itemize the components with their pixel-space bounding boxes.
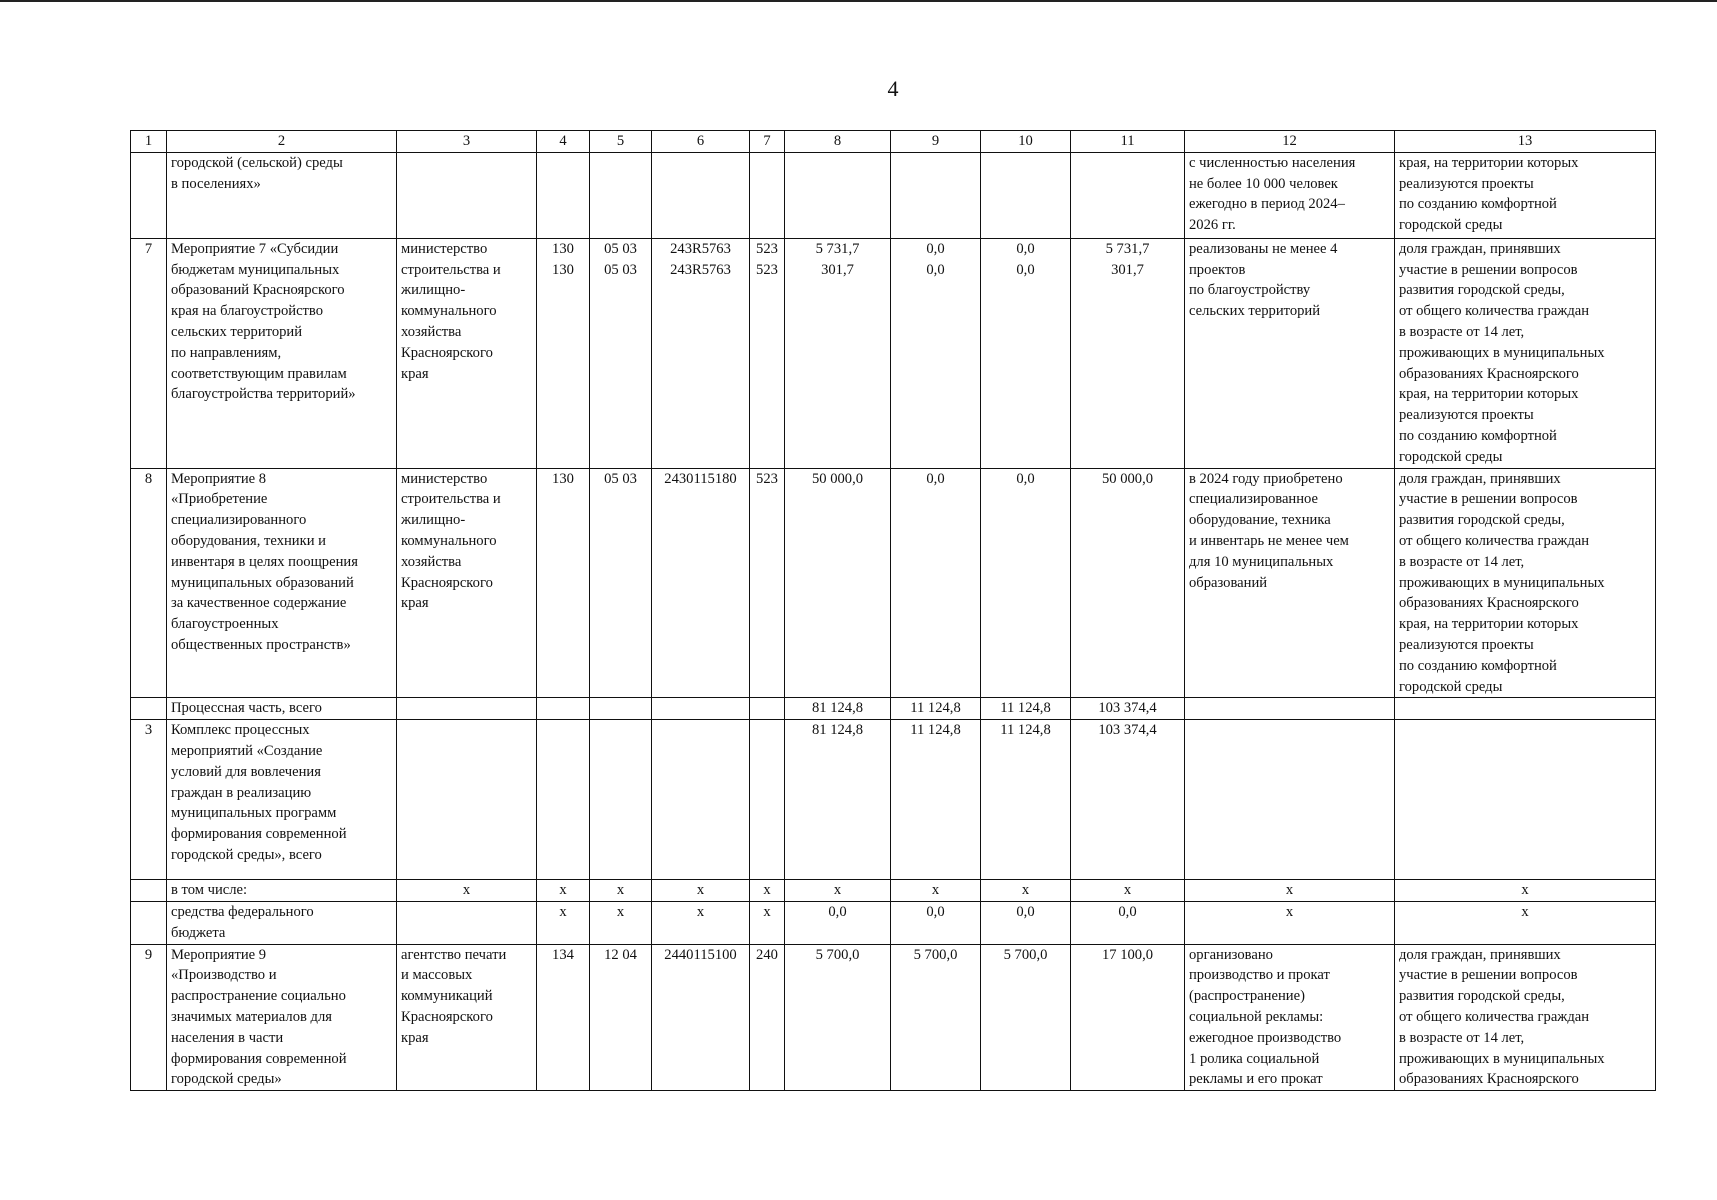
cell-value: x xyxy=(616,882,625,899)
cell-col-7 xyxy=(750,944,785,1091)
cell-col-7 xyxy=(750,152,785,238)
cell-col-4 xyxy=(537,468,590,698)
table-row-item xyxy=(131,944,1656,1091)
cell-value: 103 374,4 xyxy=(1098,722,1157,739)
cell-col-3: министерство строительства и жилищно- коммунального хозяйства Красноярского края xyxy=(397,468,537,698)
cell-col-3 xyxy=(397,720,537,880)
cell-col-4 xyxy=(537,880,590,902)
cell-col-11 xyxy=(1071,468,1185,698)
cell-col-5 xyxy=(590,698,652,720)
cell-value: x xyxy=(1123,882,1132,899)
cell-col-5 xyxy=(590,238,652,468)
cell-col-7 xyxy=(750,720,785,880)
cell-col-3 xyxy=(397,152,537,238)
cell-col-2: Мероприятие 8 «Приобретение специализированного оборудования, техники и инвентаря в целях поощрения муниципальных образований за качественное содержание благоустроенных общественных пространств» xyxy=(167,468,397,698)
budget-table xyxy=(130,130,1656,1091)
cell-value: 130 xyxy=(552,240,574,257)
cell-col-5 xyxy=(590,901,652,944)
column-number-10: 10 xyxy=(981,131,1071,153)
cell-value: 130 xyxy=(552,261,574,278)
column-number-12: 12 xyxy=(1185,131,1395,153)
cell-value: 0,0 xyxy=(926,903,945,920)
cell-col-9 xyxy=(891,238,981,468)
cell-col-8 xyxy=(785,468,891,698)
cell-col-9 xyxy=(891,880,981,902)
cell-col-2: средства федерального бюджета xyxy=(167,901,397,944)
page-number: 4 xyxy=(887,76,899,101)
cell-col-3: агентство печати и массовых коммуникаций Красноярского края xyxy=(397,944,537,1091)
cell-col-10 xyxy=(981,152,1071,238)
column-number-3: 3 xyxy=(397,131,537,153)
cell-col-1: 9 xyxy=(131,944,167,1091)
cell-value: 12 04 xyxy=(604,946,637,963)
scan-top-edge xyxy=(0,0,1717,2)
cell-col-1: 8 xyxy=(131,468,167,698)
cell-col-12 xyxy=(1185,720,1395,880)
table-row-complex xyxy=(131,720,1656,880)
cell-col-4 xyxy=(537,238,590,468)
cell-col-12: x xyxy=(1185,880,1395,902)
cell-col-3 xyxy=(397,698,537,720)
cell-col-9 xyxy=(891,698,981,720)
cell-col-2: в том числе: xyxy=(167,880,397,902)
cell-value: 130 xyxy=(552,470,574,487)
cell-value: 0,0 xyxy=(828,903,847,920)
cell-col-13 xyxy=(1395,720,1656,880)
column-number-11: 11 xyxy=(1071,131,1185,153)
cell-value: 81 124,8 xyxy=(811,722,864,739)
cell-col-5 xyxy=(590,880,652,902)
table-row-including xyxy=(131,880,1656,902)
cell-col-13: доля граждан, принявших участие в решении вопросов развития городской среды, от общего количества граждан в возрасте от 14 лет, проживающих в муниципальных образованиях Красноярского края, на территории которых реализуются проекты по созданию комфортной городской среды xyxy=(1395,238,1656,468)
cell-col-8 xyxy=(785,720,891,880)
cell-value: x xyxy=(616,903,625,920)
cell-col-3: x xyxy=(397,880,537,902)
cell-value: 0,0 xyxy=(926,261,945,278)
cell-col-6 xyxy=(652,901,750,944)
cell-col-13: доля граждан, принявших участие в решении вопросов развития городской среды, от общего количества граждан в возрасте от 14 лет, проживающих в муниципальных образованиях Красноярского xyxy=(1395,944,1656,1091)
cell-col-12 xyxy=(1185,698,1395,720)
table-row-total xyxy=(131,698,1656,720)
cell-col-8 xyxy=(785,901,891,944)
cell-col-10 xyxy=(981,698,1071,720)
cell-col-2: Комплекс процессных мероприятий «Создание условий для вовлечения граждан в реализацию муниципальных программ формирования современной городской среды», всего xyxy=(167,720,397,880)
cell-col-9 xyxy=(891,901,981,944)
cell-col-12: реализованы не менее 4 проектов по благоустройству сельских территорий xyxy=(1185,238,1395,468)
cell-value: 301,7 xyxy=(821,261,854,278)
cell-value: x xyxy=(763,903,771,920)
cell-col-10 xyxy=(981,901,1071,944)
cell-col-5 xyxy=(590,468,652,698)
cell-col-10 xyxy=(981,720,1071,880)
cell-col-7 xyxy=(750,901,785,944)
cell-col-7 xyxy=(750,468,785,698)
cell-value: 240 xyxy=(756,946,778,963)
cell-col-10 xyxy=(981,468,1071,698)
cell-value: x xyxy=(559,903,567,920)
cell-value: x xyxy=(931,882,940,899)
cell-value: 523 xyxy=(756,261,778,278)
cell-col-13 xyxy=(1395,698,1656,720)
cell-value: 05 03 xyxy=(604,261,637,278)
column-number-row xyxy=(131,131,1656,153)
cell-value: 0,0 xyxy=(1016,903,1035,920)
cell-value: 134 xyxy=(552,946,574,963)
cell-col-6 xyxy=(652,152,750,238)
cell-value: 523 xyxy=(756,240,778,257)
cell-col-1 xyxy=(131,152,167,238)
cell-col-5 xyxy=(590,152,652,238)
cell-value: 5 731,7 xyxy=(1105,240,1150,257)
cell-col-2: Мероприятие 7 «Субсидии бюджетам муниципальных образований Красноярского края на благоустройство сельских территорий по направлениям, соответствующим правилам благоустройства территорий» xyxy=(167,238,397,468)
cell-col-12: с численностью населения не более 10 000 человек ежегодно в период 2024– 2026 гг. xyxy=(1185,152,1395,238)
cell-col-8 xyxy=(785,152,891,238)
cell-col-4 xyxy=(537,720,590,880)
cell-value: x xyxy=(696,882,705,899)
cell-value: 5 700,0 xyxy=(1003,946,1048,963)
cell-col-6 xyxy=(652,880,750,902)
cell-col-2: городской (сельской) среды в поселениях» xyxy=(167,152,397,238)
cell-col-7 xyxy=(750,880,785,902)
cell-col-5 xyxy=(590,720,652,880)
cell-col-11 xyxy=(1071,152,1185,238)
cell-col-1 xyxy=(131,698,167,720)
column-number-9: 9 xyxy=(891,131,981,153)
column-number-7: 7 xyxy=(750,131,785,153)
cell-value: 0,0 xyxy=(1016,240,1035,257)
cell-col-7 xyxy=(750,238,785,468)
column-number-5: 5 xyxy=(590,131,652,153)
cell-col-11 xyxy=(1071,901,1185,944)
cell-col-11 xyxy=(1071,880,1185,902)
cell-value: 17 100,0 xyxy=(1101,946,1154,963)
cell-value: 05 03 xyxy=(604,470,637,487)
cell-col-1: 3 xyxy=(131,720,167,880)
cell-value: 103 374,4 xyxy=(1098,700,1157,717)
table-row-federal xyxy=(131,901,1656,944)
cell-col-6 xyxy=(652,468,750,698)
cell-value: 523 xyxy=(756,470,778,487)
cell-col-8 xyxy=(785,698,891,720)
cell-value: x xyxy=(1021,882,1030,899)
cell-col-4 xyxy=(537,944,590,1091)
column-number-6: 6 xyxy=(652,131,750,153)
cell-value: 301,7 xyxy=(1111,261,1144,278)
cell-col-3 xyxy=(397,901,537,944)
cell-col-1 xyxy=(131,901,167,944)
cell-col-13: края, на территории которых реализуются проекты по созданию комфортной городской среды xyxy=(1395,152,1656,238)
cell-col-4 xyxy=(537,901,590,944)
cell-value: 11 124,8 xyxy=(1000,700,1051,717)
cell-col-11 xyxy=(1071,720,1185,880)
cell-col-11 xyxy=(1071,944,1185,1091)
cell-col-10 xyxy=(981,238,1071,468)
cell-col-2: Мероприятие 9 «Производство и распространение социально значимых материалов для населения в части формирования современной городской среды» xyxy=(167,944,397,1091)
cell-col-4 xyxy=(537,698,590,720)
cell-value: 0,0 xyxy=(926,470,945,487)
cell-value: 11 124,8 xyxy=(910,722,961,739)
column-number-2: 2 xyxy=(167,131,397,153)
cell-col-13: x xyxy=(1395,901,1656,944)
cell-col-8 xyxy=(785,944,891,1091)
cell-col-10 xyxy=(981,880,1071,902)
cell-col-5 xyxy=(590,944,652,1091)
column-number-13: 13 xyxy=(1395,131,1656,153)
cell-col-6 xyxy=(652,720,750,880)
table-row-item xyxy=(131,238,1656,468)
column-number-8: 8 xyxy=(785,131,891,153)
cell-value: 0,0 xyxy=(1016,261,1035,278)
cell-value: 5 700,0 xyxy=(913,946,958,963)
cell-value: 50 000,0 xyxy=(1101,470,1154,487)
cell-value: 243R5763 xyxy=(670,261,731,278)
table-row-item xyxy=(131,468,1656,698)
table-row-continuation xyxy=(131,152,1656,238)
cell-col-11 xyxy=(1071,238,1185,468)
cell-value: x xyxy=(763,882,771,899)
cell-col-10 xyxy=(981,944,1071,1091)
cell-value: 05 03 xyxy=(604,240,637,257)
cell-col-9 xyxy=(891,468,981,698)
cell-col-2: Процессная часть, всего xyxy=(167,698,397,720)
column-number-4: 4 xyxy=(537,131,590,153)
cell-col-13: x xyxy=(1395,880,1656,902)
cell-col-12: организовано производство и прокат (распространение) социальной рекламы: ежегодное производство 1 ролика социальной рекламы и его прокат xyxy=(1185,944,1395,1091)
cell-col-1 xyxy=(131,880,167,902)
cell-value: x xyxy=(559,882,567,899)
cell-col-9 xyxy=(891,152,981,238)
cell-value: 0,0 xyxy=(1016,470,1035,487)
cell-value: 2440115100 xyxy=(664,946,737,963)
cell-value: x xyxy=(833,882,842,899)
cell-col-6 xyxy=(652,238,750,468)
cell-value: 0,0 xyxy=(926,240,945,257)
cell-value: 11 124,8 xyxy=(910,700,961,717)
cell-value: 2430115180 xyxy=(664,470,737,487)
cell-col-6 xyxy=(652,944,750,1091)
cell-value: 243R5763 xyxy=(670,240,731,257)
cell-col-9 xyxy=(891,944,981,1091)
cell-value: x xyxy=(696,903,705,920)
cell-value: 50 000,0 xyxy=(811,470,864,487)
cell-col-6 xyxy=(652,698,750,720)
cell-col-11 xyxy=(1071,698,1185,720)
cell-col-12: x xyxy=(1185,901,1395,944)
cell-col-12: в 2024 году приобретено специализированное оборудование, техника и инвентарь не менее чем для 10 муниципальных образований xyxy=(1185,468,1395,698)
column-number-1: 1 xyxy=(131,131,167,153)
cell-col-3: министерство строительства и жилищно- коммунального хозяйства Красноярского края xyxy=(397,238,537,468)
cell-value: 0,0 xyxy=(1118,903,1137,920)
cell-value: 5 700,0 xyxy=(815,946,860,963)
cell-value: 5 731,7 xyxy=(815,240,860,257)
cell-col-8 xyxy=(785,880,891,902)
cell-col-4 xyxy=(537,152,590,238)
cell-col-7 xyxy=(750,698,785,720)
cell-col-8 xyxy=(785,238,891,468)
cell-col-13: доля граждан, принявших участие в решении вопросов развития городской среды, от общего количества граждан в возрасте от 14 лет, проживающих в муниципальных образованиях Красноярского края, на территории которых реализуются проекты по созданию комфортной городской среды xyxy=(1395,468,1656,698)
cell-col-9 xyxy=(891,720,981,880)
cell-value: 81 124,8 xyxy=(811,700,864,717)
cell-col-1: 7 xyxy=(131,238,167,468)
cell-value: 11 124,8 xyxy=(1000,722,1051,739)
